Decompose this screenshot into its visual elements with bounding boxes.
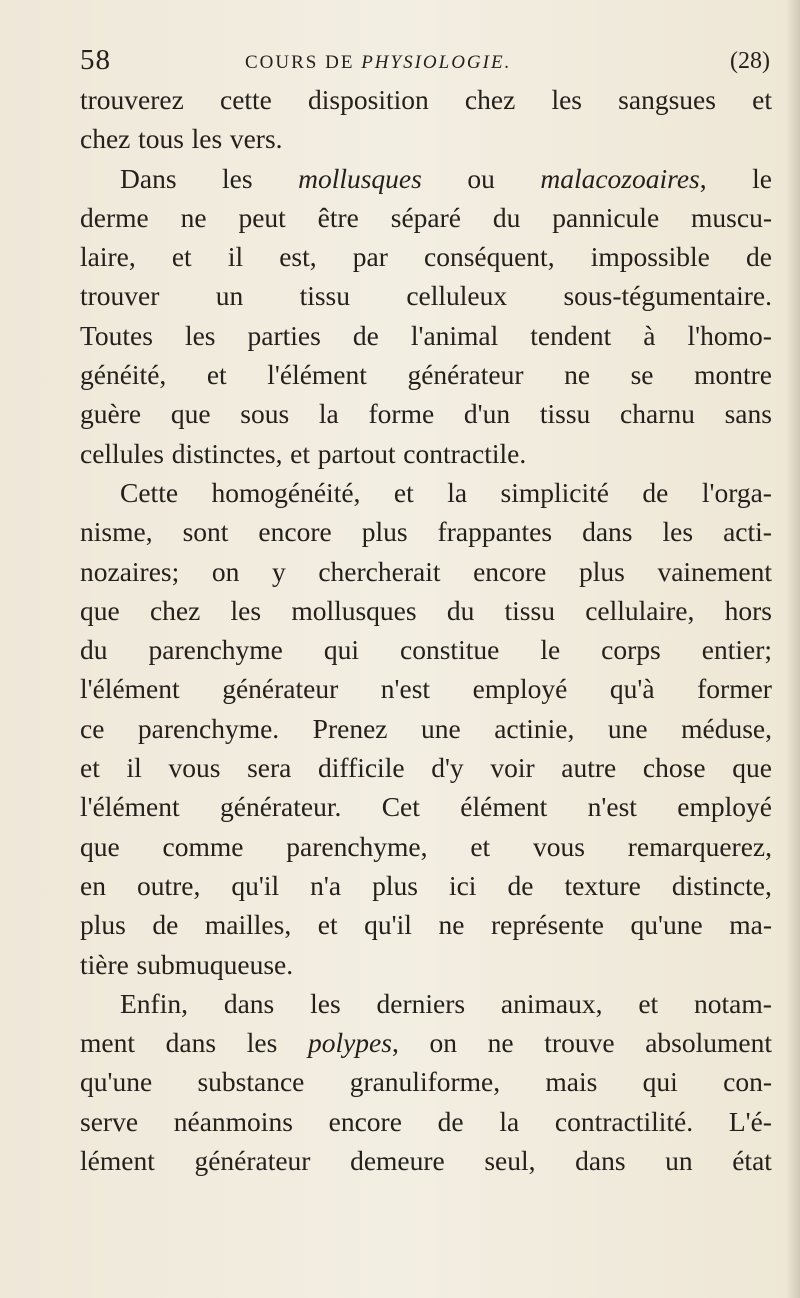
- word: qu'à: [609, 673, 655, 705]
- text-line: [80, 237, 772, 276]
- word: peut: [238, 201, 286, 233]
- word: cellulaire,: [585, 594, 695, 626]
- word: former: [697, 673, 772, 705]
- word: qu'il: [364, 909, 412, 941]
- word: vers.: [229, 123, 283, 155]
- text-line: [80, 748, 772, 787]
- word: une: [421, 712, 461, 744]
- word: plus: [80, 909, 126, 941]
- word: qu'une: [630, 909, 703, 941]
- text-line: [80, 630, 772, 669]
- word: dans: [575, 1145, 626, 1177]
- word: séparé: [390, 201, 461, 233]
- word: texture: [564, 869, 641, 901]
- word: sangsues: [618, 84, 716, 115]
- word: tière: [80, 948, 129, 980]
- word: l'élément: [80, 791, 180, 823]
- word: trouve: [544, 1027, 615, 1059]
- word: représente: [490, 909, 604, 941]
- word: voir: [490, 752, 535, 784]
- word: que: [170, 398, 211, 430]
- text-line: [80, 984, 772, 1023]
- word: notam-: [694, 987, 772, 1019]
- word: ou: [467, 162, 495, 194]
- word: et: [80, 752, 100, 784]
- word: générateur: [194, 1145, 311, 1177]
- word: l'orga-: [701, 476, 772, 508]
- body-text: [80, 80, 772, 1180]
- word: un: [665, 1145, 693, 1177]
- word: les: [246, 1027, 278, 1059]
- word: parties: [247, 319, 321, 351]
- word: tissu: [539, 398, 591, 430]
- word: constitue: [400, 634, 500, 666]
- word: parenchyme.: [137, 712, 280, 744]
- word: du: [446, 594, 475, 626]
- word: trouverez: [80, 84, 184, 115]
- word: Prenez: [312, 712, 388, 744]
- text-line: [80, 787, 772, 826]
- word: cette: [219, 84, 272, 115]
- word: que: [80, 594, 120, 626]
- word: tous: [138, 123, 184, 155]
- word: la: [318, 398, 339, 430]
- word: guère: [80, 398, 142, 430]
- word: que: [80, 830, 120, 862]
- word: une: [607, 712, 648, 744]
- text-line: [80, 552, 772, 591]
- word: ne: [487, 1027, 514, 1059]
- word: encore: [258, 516, 332, 548]
- word: que: [732, 752, 772, 784]
- word: méduse,: [681, 712, 772, 744]
- word: charnu: [620, 398, 695, 430]
- word: ce: [80, 712, 105, 744]
- page-number: 58: [80, 44, 111, 76]
- word: du: [80, 634, 108, 666]
- word: distincte,: [671, 869, 772, 901]
- word: et: [290, 437, 310, 469]
- word: derniers: [376, 987, 466, 1019]
- word: l'animal: [410, 319, 499, 351]
- word: les: [230, 594, 262, 626]
- word: celluleux: [406, 280, 508, 312]
- word: ici: [448, 869, 477, 901]
- word: l'élément: [267, 359, 367, 391]
- word: entier;: [701, 634, 772, 666]
- word: mailles,: [204, 909, 292, 941]
- word: et: [317, 909, 338, 941]
- word: cellules: [80, 437, 164, 469]
- word: ment: [80, 1027, 135, 1059]
- word: ne: [564, 359, 591, 391]
- word: est,: [279, 241, 317, 273]
- word: d'y: [431, 752, 464, 784]
- word: plus: [372, 869, 418, 901]
- word: qu'il: [231, 869, 280, 901]
- text-line: [80, 945, 772, 984]
- word: les: [184, 319, 216, 351]
- word: néanmoins: [173, 1105, 293, 1137]
- word: sous-tégumentaire.: [563, 280, 772, 312]
- word: outre,: [136, 869, 201, 901]
- word: le: [752, 162, 772, 194]
- word: Cette: [120, 476, 179, 508]
- word: polypes,: [307, 1027, 399, 1059]
- word: mollusques: [298, 162, 422, 194]
- word: encore: [473, 555, 547, 587]
- word: il: [126, 752, 142, 784]
- text-line: [80, 198, 772, 237]
- word: et: [393, 476, 414, 508]
- word: Cet: [381, 791, 420, 823]
- text-line: [80, 1023, 772, 1062]
- text-line: [80, 866, 772, 905]
- word: n'est: [380, 673, 431, 705]
- word: chez: [464, 84, 516, 115]
- word: sont: [182, 516, 229, 548]
- word: les: [551, 84, 583, 115]
- word: homogénéité,: [211, 476, 361, 508]
- word: et: [638, 987, 659, 1019]
- text-line: [80, 434, 772, 473]
- word: générateur.: [219, 791, 342, 823]
- text-line: [80, 394, 772, 433]
- word: élément: [460, 791, 548, 823]
- word: plus: [361, 516, 408, 548]
- word: mais: [545, 1066, 598, 1098]
- word: employé: [472, 673, 568, 705]
- word: dans: [582, 516, 633, 548]
- word: tendent: [530, 319, 612, 351]
- word: actinie,: [494, 712, 575, 744]
- word: état: [732, 1145, 772, 1177]
- text-line: [80, 591, 772, 630]
- word: derme: [80, 201, 149, 233]
- text-line: [80, 1062, 772, 1101]
- text-line: [80, 709, 772, 748]
- word: pannicule: [552, 201, 660, 233]
- word: on: [211, 555, 240, 587]
- text-line: [80, 669, 772, 708]
- word: ma-: [729, 909, 772, 941]
- word: ne: [180, 201, 207, 233]
- word: par: [352, 241, 388, 273]
- word: sans: [724, 398, 772, 430]
- word: générateur: [222, 673, 339, 705]
- word: parenchyme,: [286, 830, 428, 862]
- word: n'est: [587, 791, 637, 823]
- word: il: [227, 241, 244, 273]
- word: corps: [601, 634, 661, 666]
- word: acti-: [723, 516, 772, 548]
- text-line: [80, 159, 772, 198]
- word: nozaires;: [80, 555, 180, 587]
- signature-mark: (28): [730, 48, 770, 74]
- word: qu'une: [80, 1066, 153, 1098]
- word: dans: [223, 987, 275, 1019]
- word: distinctes,: [171, 437, 283, 469]
- word: en: [80, 869, 106, 901]
- text-line: [80, 355, 772, 394]
- word: L'é-: [728, 1105, 772, 1137]
- word: demeure: [350, 1145, 445, 1177]
- text-line: [80, 1102, 772, 1141]
- word: tissu: [299, 280, 351, 312]
- word: de: [745, 241, 772, 273]
- word: laire,: [80, 241, 136, 273]
- word: remarquerez,: [627, 830, 772, 862]
- word: substance: [197, 1066, 305, 1098]
- word: trouver: [80, 280, 160, 312]
- word: vous: [168, 752, 221, 784]
- word: serve: [80, 1105, 139, 1137]
- text-line: [80, 512, 772, 551]
- text-line: [80, 276, 772, 315]
- word: nisme,: [80, 516, 153, 548]
- word: à: [643, 319, 656, 351]
- word: impossible: [590, 241, 710, 273]
- word: employé: [677, 791, 772, 823]
- word: vainement: [657, 555, 772, 587]
- text-line: [80, 1141, 772, 1180]
- word: comme: [162, 830, 244, 862]
- word: disposition: [308, 84, 429, 115]
- word: submuqueuse.: [136, 948, 294, 980]
- word: tissu: [504, 594, 555, 626]
- word: de: [152, 909, 179, 941]
- word: on: [429, 1027, 457, 1059]
- text-line: [80, 316, 772, 355]
- word: muscu-: [691, 201, 772, 233]
- text-line: [80, 827, 772, 866]
- word: d'un: [463, 398, 511, 430]
- word: plus: [578, 555, 625, 587]
- word: Dans: [120, 162, 177, 194]
- page-edge-shadow: [786, 0, 800, 1298]
- word: n'a: [310, 869, 342, 901]
- word: lément: [80, 1145, 155, 1177]
- text-line: [80, 905, 772, 944]
- running-title: [245, 52, 511, 74]
- text-line: [80, 80, 772, 119]
- text-line: [80, 473, 772, 512]
- word: et: [470, 830, 491, 862]
- word: et: [752, 84, 772, 115]
- word: parenchyme: [148, 634, 283, 666]
- word: de: [507, 869, 534, 901]
- word: chose: [642, 752, 706, 784]
- word: les: [310, 987, 341, 1019]
- word: ne: [438, 909, 465, 941]
- word: animaux,: [500, 987, 603, 1019]
- word: qui: [642, 1066, 678, 1098]
- word: y: [271, 555, 286, 587]
- word: frappantes: [437, 516, 553, 548]
- word: seul,: [484, 1145, 536, 1177]
- word: le: [540, 634, 561, 666]
- word: un: [215, 280, 244, 312]
- word: de: [437, 1105, 464, 1137]
- word: encore: [328, 1105, 402, 1137]
- word: chercherait: [318, 555, 441, 587]
- word: les: [191, 123, 223, 155]
- word: difficile: [318, 752, 405, 784]
- word: Enfin,: [120, 987, 188, 1019]
- word: les: [222, 162, 253, 194]
- word: con-: [723, 1066, 772, 1098]
- word: sera: [247, 752, 292, 784]
- word: dans: [165, 1027, 217, 1059]
- word: simplicité: [500, 476, 609, 508]
- word: être: [317, 201, 359, 233]
- word: l'homo-: [687, 319, 772, 351]
- word: la: [499, 1105, 520, 1137]
- word: Toutes: [80, 319, 153, 351]
- word: généité,: [80, 359, 167, 391]
- word: granuliforme,: [349, 1066, 501, 1098]
- word: contractilité.: [554, 1105, 694, 1137]
- word: partout: [317, 437, 396, 469]
- word: la: [447, 476, 468, 508]
- page-header: [80, 44, 770, 84]
- word: générateur: [407, 359, 524, 391]
- running-title-part1: COURS DE: [245, 52, 362, 73]
- word: hors: [724, 594, 772, 626]
- running-title-part2: PHYSIOLOGIE.: [361, 52, 512, 73]
- word: conséquent,: [423, 241, 555, 273]
- word: montre: [694, 359, 772, 391]
- word: malacozoaires,: [540, 162, 707, 194]
- word: chez: [149, 594, 201, 626]
- word: sous: [240, 398, 290, 430]
- word: contractile.: [403, 437, 527, 469]
- word: et: [206, 359, 227, 391]
- word: du: [492, 201, 521, 233]
- word: de: [642, 476, 669, 508]
- word: les: [662, 516, 694, 548]
- word: se: [630, 359, 654, 391]
- word: absolument: [645, 1027, 772, 1059]
- word: qui: [323, 634, 360, 666]
- word: chez: [80, 123, 131, 155]
- word: vous: [532, 830, 585, 862]
- text-line: [80, 119, 772, 158]
- word: autre: [561, 752, 617, 784]
- word: l'élément: [80, 673, 180, 705]
- word: mollusques: [291, 594, 417, 626]
- word: et: [171, 241, 192, 273]
- word: forme: [368, 398, 435, 430]
- word: de: [352, 319, 379, 351]
